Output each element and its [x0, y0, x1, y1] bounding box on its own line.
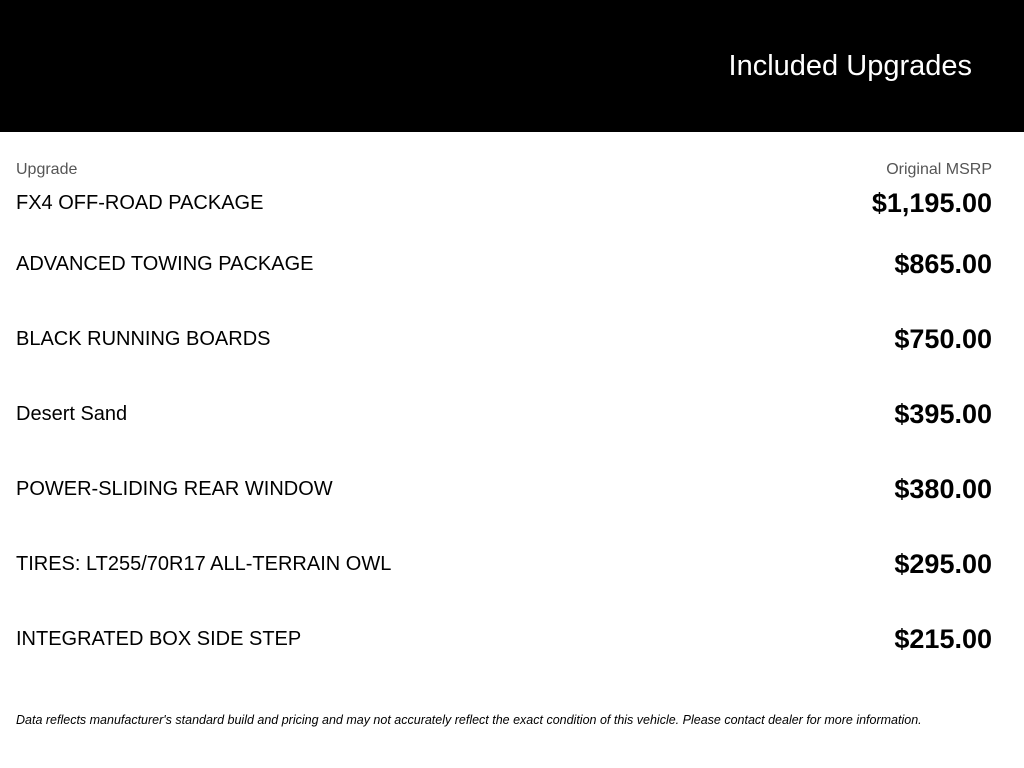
- column-header-upgrade: Upgrade: [16, 161, 78, 178]
- upgrade-name: Desert Sand: [16, 402, 128, 425]
- table-row: [16, 226, 992, 301]
- upgrades-table: [16, 132, 992, 676]
- column-headers: [16, 132, 992, 180]
- table-row: [16, 601, 992, 676]
- upgrade-name: ADVANCED TOWING PACKAGE: [16, 252, 314, 275]
- upgrade-price: $1,195.00: [871, 188, 992, 218]
- upgrade-name: POWER-SLIDING REAR WINDOW: [16, 477, 333, 500]
- upgrade-price: $380.00: [894, 473, 992, 504]
- table-row: [16, 301, 992, 376]
- upgrade-price: $395.00: [894, 398, 992, 429]
- upgrade-price: $865.00: [894, 248, 992, 279]
- upgrade-name: FX4 OFF-ROAD PACKAGE: [16, 192, 264, 214]
- upgrade-name: BLACK RUNNING BOARDS: [16, 327, 271, 350]
- upgrade-name: TIRES: LT255/70R17 ALL-TERRAIN OWL: [16, 552, 392, 575]
- disclaimer-text: Data reflects manufacturer's standard build and pricing and may not accurately reflect the exact condition of this vehicle. Please contact dealer for more information.: [16, 713, 922, 727]
- upgrade-price: $215.00: [894, 623, 992, 654]
- upgrade-price: $750.00: [894, 323, 992, 354]
- upgrade-name: INTEGRATED BOX SIDE STEP: [16, 627, 302, 650]
- page-title: Included Upgrades: [728, 50, 972, 82]
- table-row: [16, 451, 992, 526]
- header-banner: [0, 0, 1024, 132]
- column-header-msrp: Original MSRP: [886, 161, 992, 178]
- table-row: [16, 526, 992, 601]
- table-row: [16, 180, 992, 226]
- table-row: [16, 376, 992, 451]
- upgrade-rows: [16, 180, 992, 676]
- upgrade-price: $295.00: [894, 548, 992, 579]
